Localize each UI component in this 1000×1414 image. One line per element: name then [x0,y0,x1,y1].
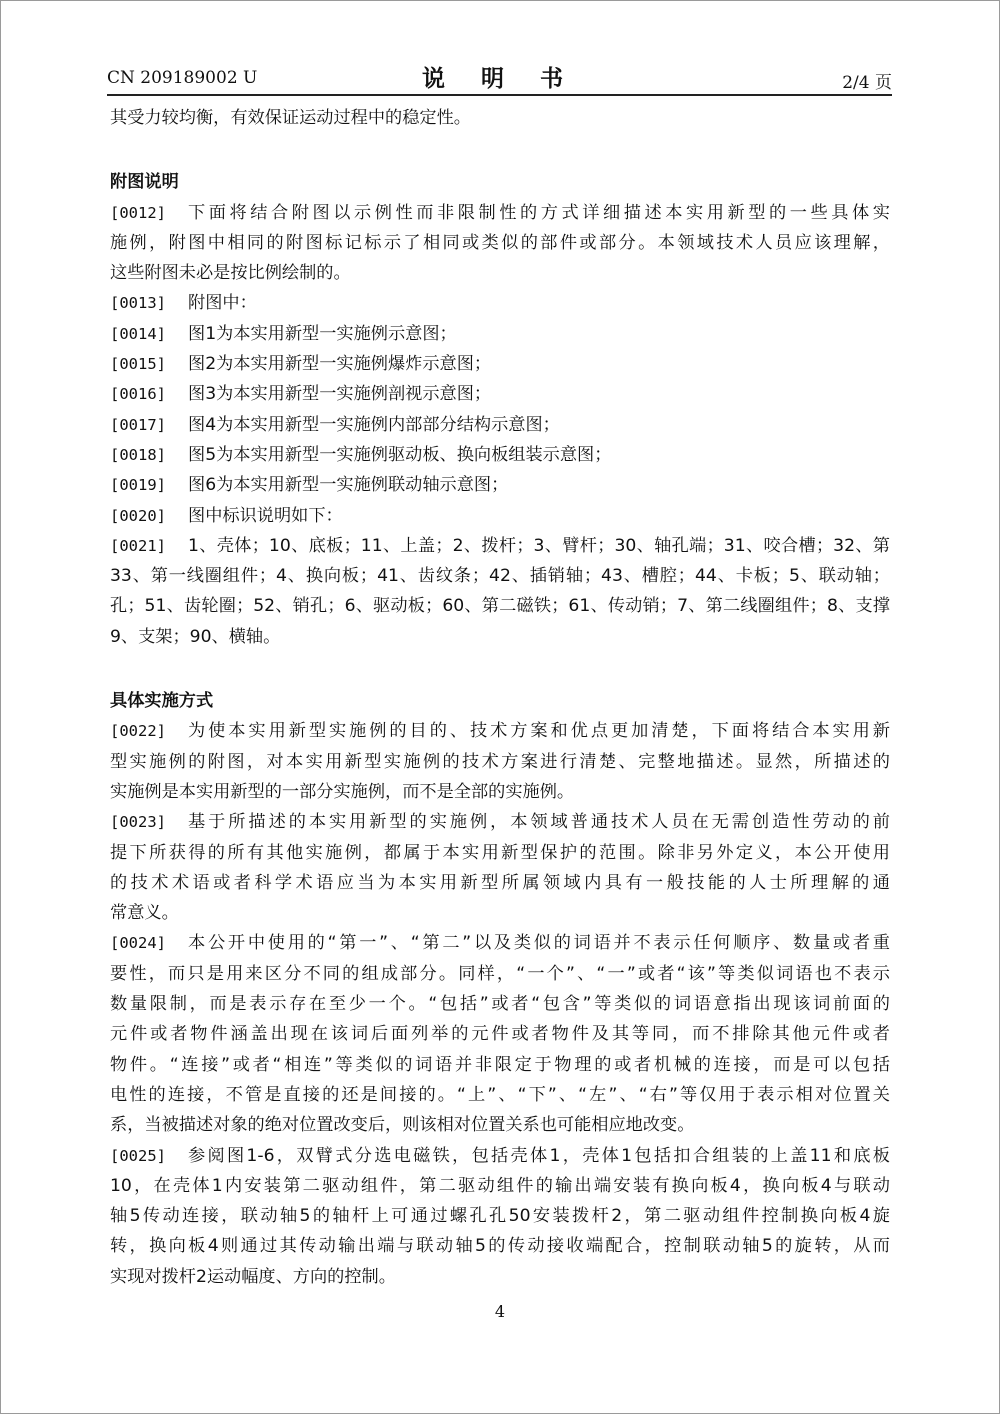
header-rule [107,94,892,96]
paragraph-first-line [110,198,890,228]
paragraph-first-line [110,319,890,349]
paragraph-line: 10，在壳体1内安装第二驱动组件，第二驱动组件的输出端安装有换向板4，换向板4与联动 [110,1175,890,1196]
paragraph-text: 为使本实用新型实施例的目的、技术方案和优点更加清楚，下面将结合本实用新 [188,721,890,742]
paragraph-first-line [110,501,890,531]
paragraph-line: 孔；51、齿轮圈；52、销孔；6、驱动板；60、第二磁铁；61、传动销；7、第二线圈组件；8、支撑 [110,596,890,617]
paragraph-text: 图5为本实用新型一实施例驱动板、换向板组装示意图； [188,444,612,465]
paragraph-line: 9、支架；90、横轴。 [110,626,281,647]
paragraph-first-line [110,440,890,470]
patent-number: CN 209189002 U [107,68,258,88]
figures-section [110,198,890,652]
paragraph-text: 图4为本实用新型一实施例内部部分结构示意图； [188,414,560,435]
paragraph-text: 图2为本实用新型一实施例爆炸示意图； [188,354,492,375]
intro-line: 其受力较均衡，有效保证运动过程中的稳定性。 [110,108,471,128]
spacer [110,652,890,686]
paragraph-line: 33、第一线圈组件；4、换向板；41、齿纹条；42、插销轴；43、槽腔；44、卡板；5、联动轴； [110,566,890,587]
paragraph-number: [0023] [110,813,166,832]
page-indicator: 2/4 页 [842,73,892,93]
paragraph-number: [0013] [110,294,166,313]
paragraph-number: [0024] [110,934,166,953]
paragraph-number: [0012] [110,203,166,222]
paragraph-first-line [110,531,890,561]
section-heading-embodiments: 具体实施方式 [110,691,214,712]
paragraph-line: 提下所获得的所有其他实施例，都属于本实用新型保护的范围。除非另外定义，本公开使用 [110,842,890,863]
paragraph-first-line [110,716,890,746]
paragraph-first-line [110,288,890,318]
paragraph-line: 实现对拨杆2运动幅度、方向的控制。 [110,1266,396,1287]
paragraph-number: [0021] [110,536,166,555]
paragraph-number: [0020] [110,506,166,525]
document-title: 说 明 书 [421,66,577,92]
section-heading-figures: 附图说明 [110,172,179,193]
embodiments-section [110,716,890,1292]
paragraph-text: 附图中： [188,293,257,314]
paragraph-first-line [110,1141,890,1171]
paragraph-first-line [110,379,890,409]
paragraph-text: 图1为本实用新型一实施例示意图； [188,323,457,344]
paragraph-text: 本公开中使用的“第一”、“第二”以及类似的词语并不表示任何顺序、数量或者重 [188,933,890,954]
paragraph-number: [0015] [110,355,166,374]
page-number: 4 [494,1302,506,1321]
paragraph-line: 常意义。 [110,903,179,924]
paragraph-text: 参阅图1-6，双臂式分选电磁铁，包括壳体1，壳体1包括扣合组装的上盖11和底板 [188,1145,890,1166]
paragraph-line: 电性的连接，不管是直接的还是间接的。“上”、“下”、“左”、“右”等仅用于表示相对位置关 [110,1084,890,1105]
paragraph-line: 系，当被描述对象的绝对位置改变后，则该相对位置关系也可能相应地改变。 [110,1115,695,1136]
paragraph-line: 型实施例的附图，对本实用新型实施例的技术方案进行清楚、完整地描述。显然，所描述的 [110,751,890,772]
paragraph-number: [0014] [110,324,166,343]
paragraph-line: 的技术术语或者科学术语应当为本实用新型所属领域内具有一般技能的人士所理解的通 [110,872,890,893]
paragraph-text: 图中标识说明如下： [188,505,343,526]
paragraph-number: [0022] [110,722,166,741]
paragraph-line: 要性，而只是用来区分不同的组成部分。同样，“一个”、“一”或者“该”等类似词语也不表示 [110,963,890,984]
paragraph-line: 转，换向板4则通过其传动输出端与联动轴5的传动接收端配合，控制联动轴5的旋转，从而 [110,1236,890,1257]
paragraph-text: 图6为本实用新型一实施例联动轴示意图； [188,475,509,496]
paragraph-line: 这些附图未必是按比例绘制的。 [110,263,351,284]
paragraph-line: 元件或者物件涵盖出现在该词后面列举的元件或者物件及其等同，而不排除其他元件或者 [110,1024,890,1045]
paragraph-number: [0017] [110,415,166,434]
paragraph-first-line [110,349,890,379]
paragraph-number: [0025] [110,1146,166,1165]
paragraph-line: 施例，附图中相同的附图标记标示了相同或类似的部件或部分。本领域技术人员应该理解， [110,232,890,253]
paragraph-line: 物件。“连接”或者“相连”等类似的词语并非限定于物理的或者机械的连接，而是可以包括 [110,1054,890,1075]
page-header [107,60,892,94]
paragraph-first-line [110,928,890,958]
paragraph-first-line [110,807,890,837]
document-body [110,103,890,1292]
paragraph-number: [0019] [110,476,166,495]
paragraph-text: 图3为本实用新型一实施例剖视示意图； [188,384,492,405]
paragraph-line: 数量限制，而是表示存在至少一个。“包括”或者“包含”等类似的词语意指出现该词前面的 [110,994,890,1015]
paragraph-number: [0018] [110,445,166,464]
paragraph-text: 下面将结合附图以示例性而非限制性的方式详细描述本实用新型的一些具体实 [188,202,890,223]
paragraph-number: [0016] [110,385,166,404]
paragraph-text: 1、壳体；10、底板；11、上盖；2、拨杆；3、臂杆；30、轴孔端；31、咬合槽；32、第 [188,535,890,556]
paragraph-line: 实施例是本实用新型的一部分实施例，而不是全部的实施例。 [110,781,575,802]
paragraph-first-line [110,470,890,500]
paragraph-text: 基于所描述的本实用新型的实施例，本领域普通技术人员在无需创造性劳动的前 [188,812,890,833]
spacer [110,133,890,167]
paragraph-line: 轴5传动连接，联动轴5的轴杆上可通过螺孔孔50安装拨杆2，第二驱动组件控制换向板4旋 [110,1206,890,1227]
paragraph-first-line [110,410,890,440]
